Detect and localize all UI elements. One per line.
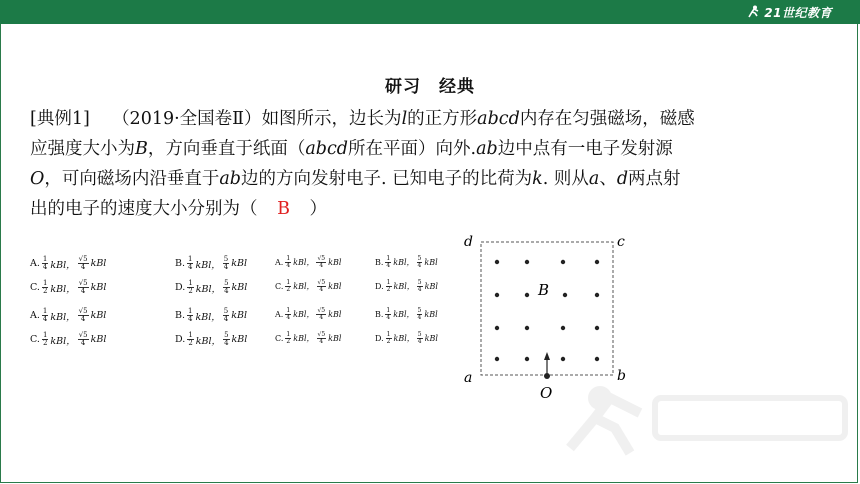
- option-letter: B.: [175, 310, 186, 321]
- fraction-den: 4: [80, 315, 86, 323]
- field-dot: [595, 293, 599, 297]
- text-run: ，方向垂直于纸面（: [147, 139, 306, 159]
- text-run: 两点射: [628, 169, 681, 189]
- option-d-repeat-small[interactable]: [375, 332, 438, 345]
- fraction-num: √5: [78, 279, 88, 287]
- option-letter: D.: [175, 334, 186, 345]
- fraction-den: 2: [188, 287, 193, 295]
- field-dot: [525, 326, 529, 330]
- source-label: O: [540, 384, 553, 402]
- fraction-den: 4: [42, 263, 48, 271]
- text-run: . 则从: [542, 169, 589, 189]
- fraction-den: 4: [188, 315, 193, 323]
- fraction: [42, 280, 48, 295]
- fraction-num: 1: [286, 331, 291, 338]
- option-term: kBl: [424, 310, 438, 319]
- example-label: [典例1]: [30, 109, 90, 129]
- option-b[interactable]: [175, 256, 247, 271]
- fraction: [187, 308, 193, 323]
- corner-a-label: a: [464, 370, 473, 386]
- fraction: [223, 332, 229, 347]
- fraction-den: 4: [42, 315, 48, 323]
- option-a-repeat[interactable]: [30, 308, 106, 323]
- symbol-ab: ab: [219, 169, 241, 189]
- fraction-num: 1: [188, 307, 193, 315]
- option-term: kBl: [90, 258, 107, 269]
- option-b-small[interactable]: [375, 256, 438, 269]
- field-dot: [525, 357, 529, 361]
- fraction: [223, 256, 229, 271]
- fraction-num: 5: [224, 279, 229, 287]
- symbol-O: O: [30, 169, 45, 189]
- fraction-num: 1: [386, 279, 391, 286]
- option-letter: B.: [375, 258, 384, 267]
- fraction: [386, 332, 392, 345]
- fraction-num: 1: [42, 279, 48, 287]
- option-term: kBl: [231, 334, 248, 345]
- fraction-num: 5: [417, 307, 422, 314]
- option-letter: C.: [30, 282, 40, 293]
- fraction: [317, 332, 327, 345]
- brand-logo: [746, 3, 832, 21]
- field-dot: [561, 260, 565, 264]
- option-letter: B.: [375, 310, 384, 319]
- field-dot: [525, 260, 529, 264]
- fraction: [78, 308, 89, 323]
- fraction-num: 1: [188, 279, 193, 287]
- fraction: [417, 256, 423, 269]
- option-c[interactable]: [30, 280, 106, 295]
- fraction-den: 4: [223, 315, 229, 323]
- option-a-small[interactable]: [275, 256, 341, 269]
- fraction-den: 4: [417, 338, 422, 345]
- source-point: [544, 373, 550, 379]
- option-a[interactable]: [30, 256, 106, 271]
- fraction-num: 1: [386, 255, 391, 262]
- fraction-num: √5: [317, 255, 326, 262]
- option-term: kBl: [90, 310, 107, 321]
- fraction-num: 1: [386, 307, 391, 314]
- option-term: kBl: [90, 282, 107, 293]
- field-dots: [495, 260, 599, 361]
- fraction-den: 2: [286, 338, 291, 345]
- fraction-den: 4: [80, 287, 86, 295]
- fraction: [285, 332, 291, 345]
- option-letter: C.: [275, 334, 284, 343]
- brand-text: 21世纪教育: [764, 5, 832, 20]
- fraction-num: √5: [78, 255, 88, 263]
- field-dot: [595, 326, 599, 330]
- option-letter: D.: [175, 282, 186, 293]
- symbol-B: B: [135, 139, 148, 159]
- option-term: kBl，: [393, 282, 415, 291]
- fraction-num: 1: [386, 331, 391, 338]
- option-term: kBl，: [195, 311, 221, 323]
- problem-line-2: [30, 134, 830, 164]
- fraction-den: 2: [386, 338, 391, 345]
- option-term: kBl，: [195, 259, 221, 271]
- fraction: [78, 332, 89, 347]
- text-run: 的正方形: [407, 109, 478, 129]
- fraction: [285, 256, 291, 269]
- option-letter: C.: [275, 282, 284, 291]
- fraction-num: 5: [224, 331, 229, 339]
- runner-logo-icon: [746, 5, 760, 19]
- option-term: kBl，: [50, 335, 76, 347]
- option-term: kBl，: [293, 334, 315, 343]
- option-c-small[interactable]: [275, 280, 341, 293]
- fraction: [385, 256, 391, 269]
- option-term: kBl，: [293, 282, 315, 291]
- symbol-ab: ab: [476, 139, 498, 159]
- fraction-den: 4: [386, 314, 391, 321]
- fraction-den: 4: [319, 286, 324, 293]
- fraction-den: 4: [417, 286, 422, 293]
- option-term: kBl: [424, 282, 438, 291]
- fraction-num: 5: [223, 255, 229, 263]
- symbol-k: k: [532, 169, 543, 189]
- option-term: kBl: [90, 334, 107, 345]
- option-term: kBl: [231, 310, 248, 321]
- fraction: [316, 308, 326, 321]
- option-term: kBl，: [50, 283, 76, 295]
- fraction: [187, 256, 193, 271]
- fraction: [417, 332, 423, 345]
- fraction-den: 4: [188, 263, 193, 271]
- option-c-repeat-small[interactable]: [275, 332, 341, 345]
- fraction-den: 2: [188, 339, 193, 347]
- text-run: 如图所示，边长为: [261, 109, 402, 129]
- field-dot: [525, 293, 529, 297]
- fraction-den: 2: [42, 287, 48, 295]
- symbol-l: l: [401, 109, 408, 129]
- option-term: kBl，: [50, 259, 76, 271]
- option-term: kBl，: [50, 311, 76, 323]
- field-dot: [561, 357, 565, 361]
- fraction: [42, 308, 48, 323]
- fraction: [285, 280, 291, 293]
- fraction-den: 2: [286, 286, 291, 293]
- fraction-den: 4: [286, 262, 291, 269]
- fraction-num: 5: [417, 279, 422, 286]
- text-run: 出的电子的速度大小分别为（: [30, 199, 258, 219]
- option-term: kBl: [424, 258, 438, 267]
- symbol-a: a: [588, 169, 600, 189]
- fraction: [417, 280, 423, 293]
- fraction: [78, 256, 89, 271]
- magnetic-field-diagram: [455, 228, 645, 408]
- option-letter: A.: [30, 310, 40, 321]
- fraction: [42, 332, 48, 347]
- option-term: kBl: [424, 334, 438, 343]
- fraction-num: 1: [188, 255, 193, 263]
- fraction-den: 4: [417, 262, 422, 269]
- fraction: [417, 308, 423, 321]
- option-a-repeat-small[interactable]: [275, 308, 341, 321]
- option-c-repeat[interactable]: [30, 332, 106, 347]
- field-dot: [495, 357, 499, 361]
- fraction: [316, 256, 326, 269]
- fraction-den: 4: [386, 262, 391, 269]
- fraction-den: 4: [223, 263, 229, 271]
- text-run: ）: [309, 199, 327, 219]
- fraction-den: 4: [80, 263, 86, 271]
- problem-line-4: [30, 194, 830, 224]
- option-term: kBl，: [393, 310, 415, 319]
- fraction-den: 4: [224, 339, 229, 347]
- fraction-den: 4: [319, 262, 324, 269]
- source-label: （2019·全国卷Ⅱ）: [112, 109, 262, 129]
- symbol-abcd: abcd: [305, 139, 349, 159]
- fraction-num: 1: [286, 255, 291, 262]
- option-b-repeat-small[interactable]: [375, 308, 438, 321]
- option-term: kBl: [231, 258, 248, 269]
- section-title: 研习 经典: [385, 77, 475, 97]
- fraction-den: 4: [224, 287, 229, 295]
- option-letter: A.: [30, 258, 40, 269]
- option-term: kBl: [231, 282, 248, 293]
- option-b-repeat[interactable]: [175, 308, 247, 323]
- symbol-abcd: abcd: [477, 109, 520, 129]
- option-letter: D.: [375, 282, 384, 291]
- problem-line-3: [30, 164, 830, 194]
- option-term: kBl，: [393, 258, 415, 267]
- fraction-num: √5: [317, 331, 326, 338]
- fraction-den: 4: [80, 339, 86, 347]
- fraction-num: 1: [286, 307, 291, 314]
- corner-b-label: b: [617, 368, 626, 384]
- option-term: kBl，: [195, 283, 222, 295]
- text-run: 应强度大小为: [30, 139, 135, 159]
- text-run: 边的方向发射电子. 已知电子的比荷为: [241, 169, 533, 189]
- fraction: [187, 332, 193, 347]
- field-dot: [563, 293, 567, 297]
- field-label: B: [538, 281, 550, 299]
- fraction-num: 1: [188, 331, 193, 339]
- option-term: kBl: [328, 334, 342, 343]
- fraction-num: √5: [317, 307, 326, 314]
- arrow-head-icon: [544, 352, 550, 360]
- fraction-num: 1: [286, 279, 291, 286]
- fraction: [223, 308, 229, 323]
- field-dot: [561, 326, 565, 330]
- fraction: [78, 280, 89, 295]
- option-term: kBl: [328, 258, 342, 267]
- option-letter: A.: [275, 258, 284, 267]
- problem-text: [30, 104, 830, 224]
- fraction: [223, 280, 229, 295]
- fraction-num: 5: [417, 255, 422, 262]
- fraction-num: 5: [223, 307, 229, 315]
- option-letter: C.: [30, 334, 40, 345]
- option-term: kBl: [328, 310, 342, 319]
- option-term: kBl: [328, 282, 342, 291]
- fraction-den: 2: [386, 286, 391, 293]
- option-term: kBl，: [393, 334, 415, 343]
- option-d-small[interactable]: [375, 280, 438, 293]
- fraction: [385, 308, 391, 321]
- symbol-d: d: [616, 169, 629, 189]
- corner-c-label: c: [617, 234, 625, 250]
- fraction-den: 4: [417, 314, 422, 321]
- fraction-num: √5: [78, 331, 88, 339]
- fraction-num: √5: [78, 307, 88, 315]
- fraction: [285, 308, 291, 321]
- fraction: [386, 280, 392, 293]
- option-d[interactable]: [175, 280, 247, 295]
- answer-text: B: [277, 199, 290, 219]
- option-letter: A.: [275, 310, 284, 319]
- fraction-num: 1: [42, 331, 48, 339]
- fraction-num: 1: [42, 255, 48, 263]
- corner-d-label: d: [464, 234, 473, 250]
- fraction: [187, 280, 193, 295]
- fraction-num: √5: [317, 279, 326, 286]
- option-term: kBl，: [293, 310, 315, 319]
- fraction-den: 4: [319, 314, 324, 321]
- field-dot: [595, 260, 599, 264]
- field-dot: [495, 293, 499, 297]
- field-dot: [495, 326, 499, 330]
- fraction: [42, 256, 48, 271]
- fraction: [317, 280, 327, 293]
- option-d-repeat[interactable]: [175, 332, 247, 347]
- text-run: 边中点有一电子发射源: [497, 139, 673, 159]
- option-term: kBl，: [293, 258, 315, 267]
- fraction-den: 4: [286, 314, 291, 321]
- top-bar: [0, 0, 860, 24]
- fraction-den: 4: [319, 338, 324, 345]
- option-term: kBl，: [195, 335, 222, 347]
- option-letter: B.: [175, 258, 186, 269]
- text-run: 、: [599, 169, 617, 189]
- text-run: ，可向磁场内沿垂直于: [44, 169, 220, 189]
- text-run: 所在平面）向外.: [348, 139, 477, 159]
- fraction-num: 5: [417, 331, 422, 338]
- fraction-den: 2: [42, 339, 48, 347]
- field-dot: [495, 260, 499, 264]
- option-letter: D.: [375, 334, 384, 343]
- field-dot: [595, 357, 599, 361]
- fraction-num: 1: [42, 307, 48, 315]
- problem-line-1: [30, 104, 830, 134]
- text-run: 内存在匀强磁场，磁感: [519, 109, 695, 129]
